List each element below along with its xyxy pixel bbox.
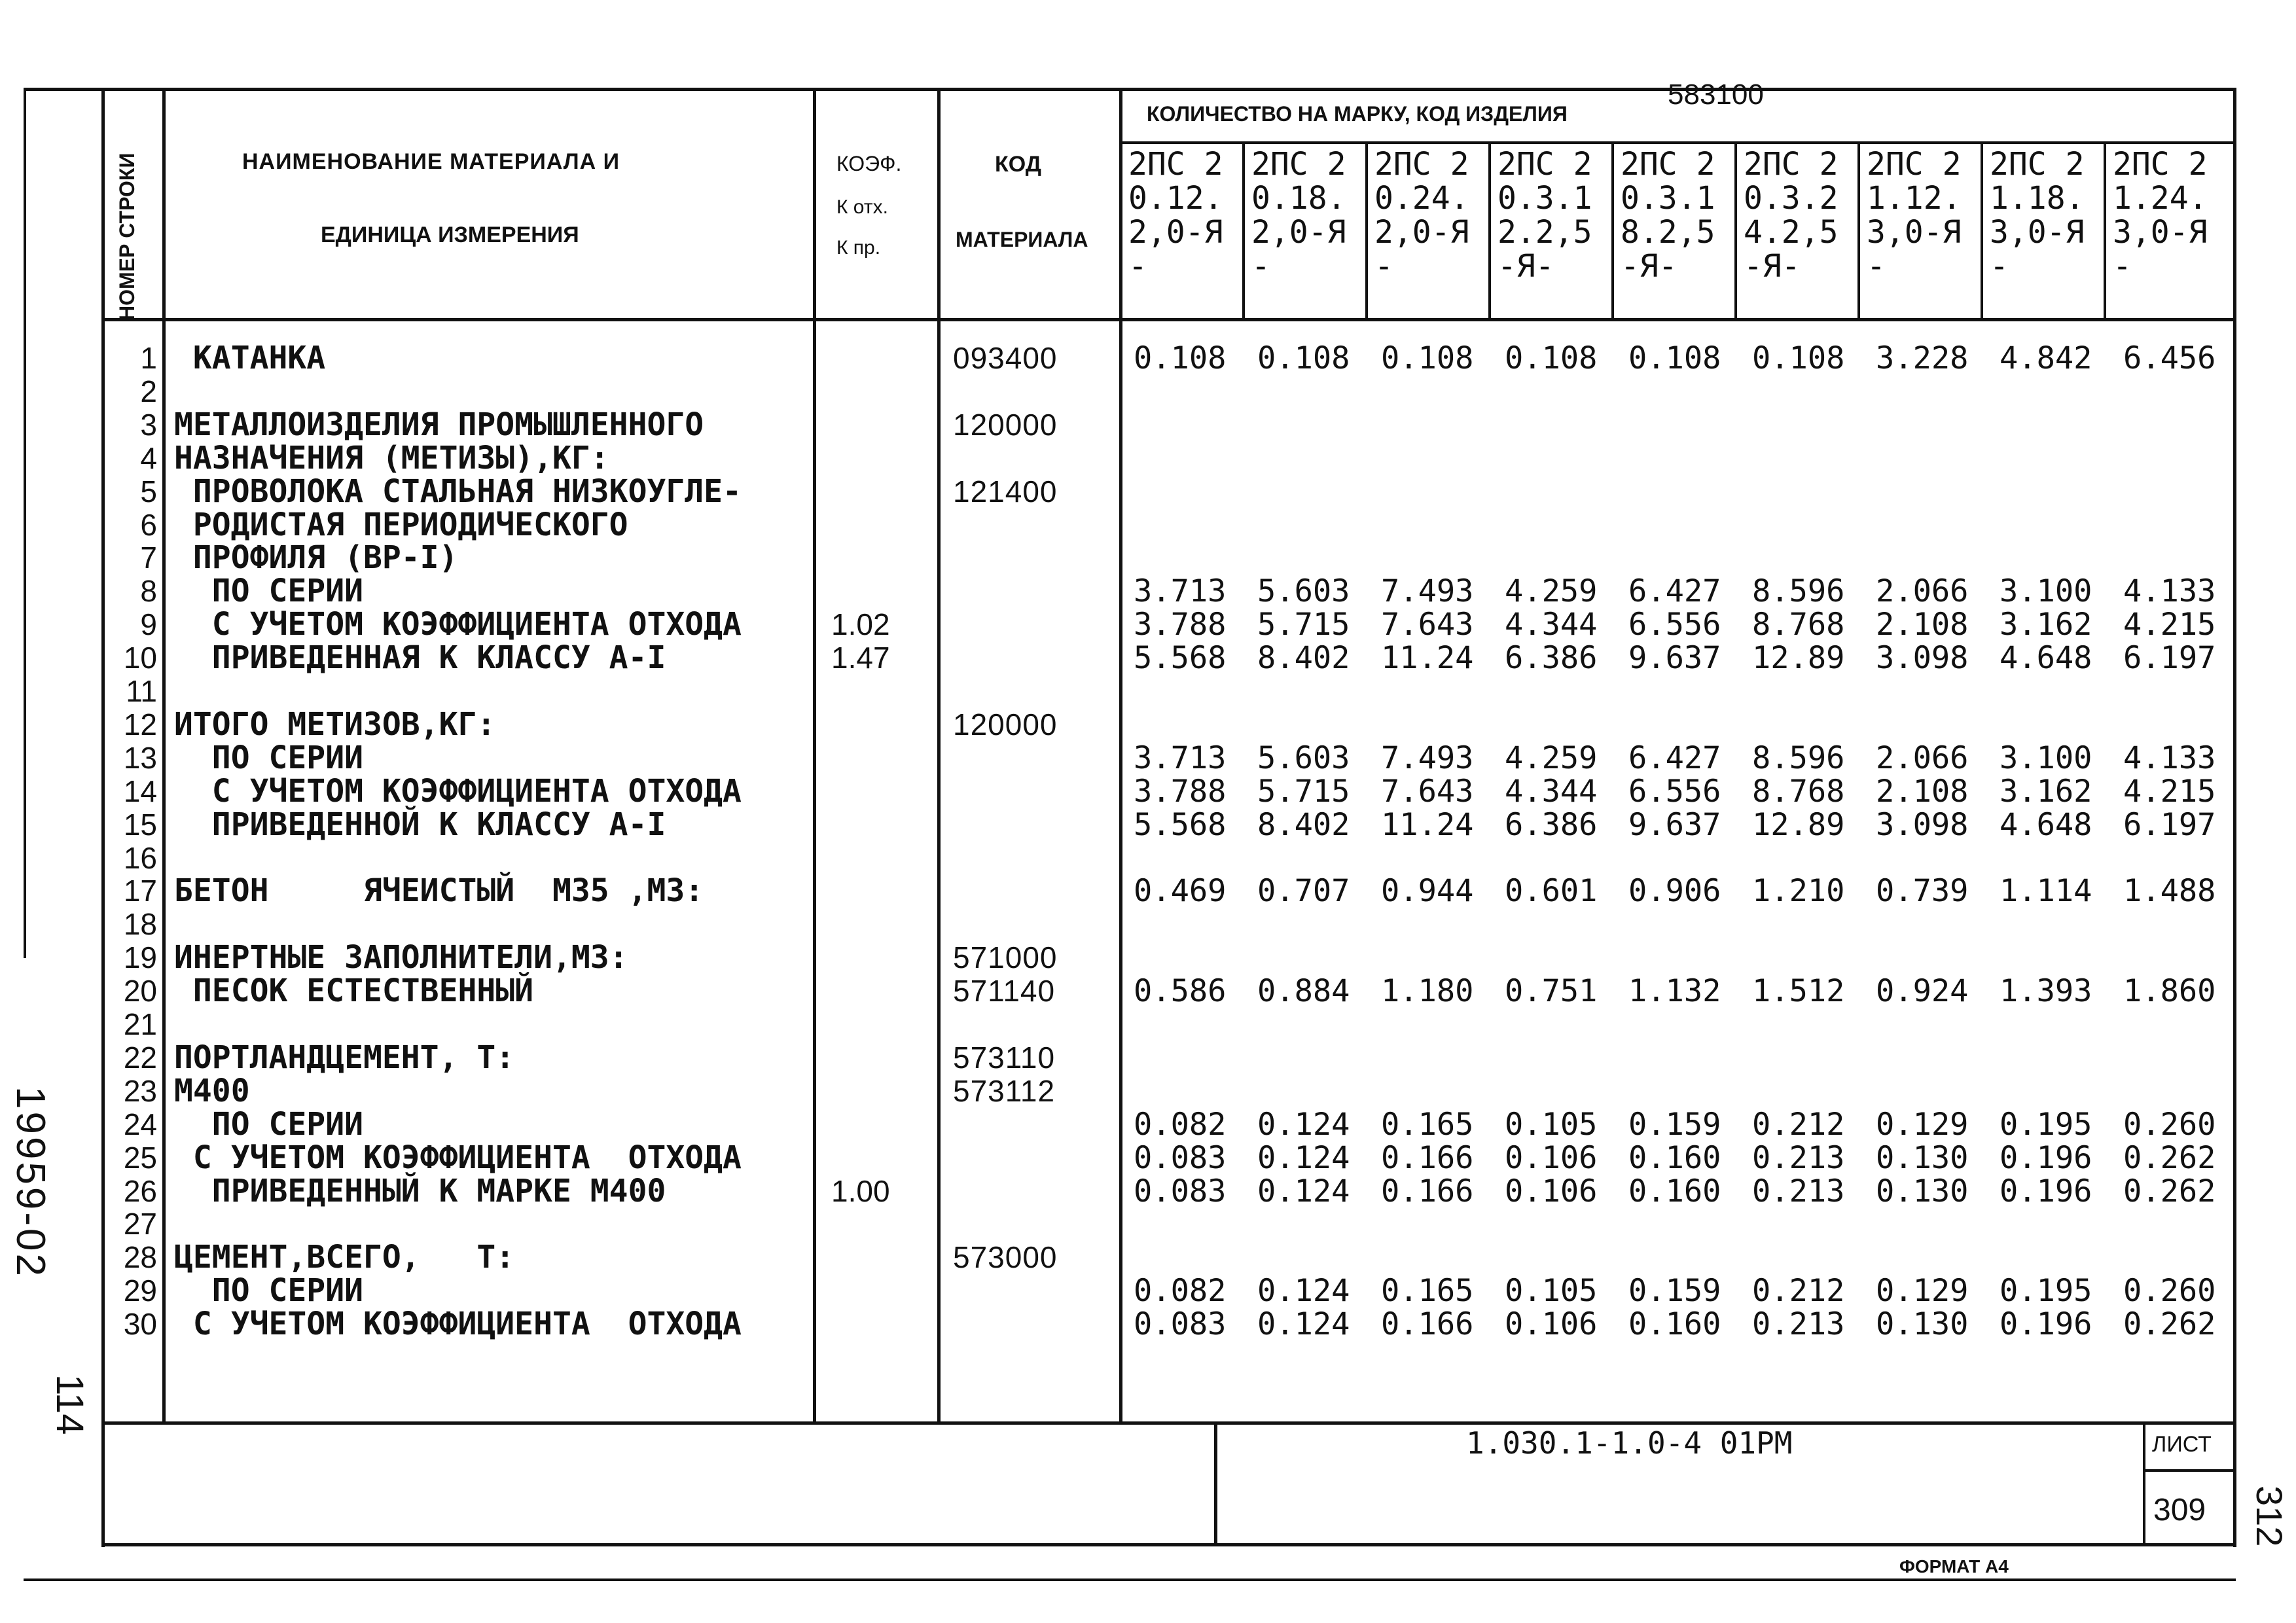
quantity-cell: 4.133 bbox=[2123, 740, 2216, 776]
quantity-cell: 0.083 bbox=[1134, 1140, 1227, 1176]
material-name: НАЗНАЧЕНИЯ (МЕТИЗЫ),КГ: bbox=[174, 440, 609, 476]
product-column-header-line: 2ПС 2 bbox=[1867, 146, 1962, 183]
product-column-header-line: - bbox=[1251, 248, 1270, 285]
material-name: ПРОВОЛОКА СТАЛЬНАЯ НИЗКОУГЛЕ- bbox=[174, 473, 742, 510]
product-column-header-line: -Я- bbox=[1498, 248, 1554, 285]
material-name: ПО СЕРИИ bbox=[174, 573, 363, 609]
material-name: ПРИВЕДЕННАЯ К КЛАССУ А-I bbox=[174, 639, 666, 676]
quantity-cell: 3.098 bbox=[1876, 807, 1969, 843]
quantity-cell: 6.427 bbox=[1628, 573, 1721, 609]
quantity-cell: 5.603 bbox=[1257, 573, 1350, 609]
sheet-number: 309 bbox=[2153, 1493, 2206, 1527]
material-code: 120000 bbox=[953, 408, 1058, 442]
col-divider-code bbox=[1119, 88, 1122, 1423]
quantity-cell: 3.228 bbox=[1876, 340, 1969, 376]
product-column-header-line: 0.3.1 bbox=[1498, 180, 1592, 217]
quantity-cell: 0.124 bbox=[1257, 1273, 1350, 1309]
material-code: 571000 bbox=[953, 940, 1058, 974]
quantity-cell: 6.197 bbox=[2123, 807, 2216, 843]
product-code: 583100 bbox=[1668, 79, 1764, 111]
doc-number-vertical: 19959-02 bbox=[8, 1086, 53, 1279]
quantity-cell: 4.259 bbox=[1505, 573, 1598, 609]
quantity-cell: 2.066 bbox=[1876, 573, 1969, 609]
quantity-cell: 4.648 bbox=[2000, 640, 2092, 676]
quantity-cell: 8.596 bbox=[1752, 740, 1845, 776]
quantity-cell: 5.715 bbox=[1257, 607, 1350, 643]
row-number: 14 bbox=[123, 774, 157, 808]
quantity-cell: 0.130 bbox=[1876, 1140, 1969, 1176]
row-number: 29 bbox=[123, 1274, 157, 1308]
name-header-line1: НАИМЕНОВАНИЕ МАТЕРИАЛА И bbox=[242, 149, 620, 174]
product-column-header-line: 0.3.2 bbox=[1744, 180, 1839, 217]
quantity-cell: 8.402 bbox=[1257, 640, 1350, 676]
product-column-header-line: 2,0-Я bbox=[1374, 214, 1469, 251]
quantity-values bbox=[1134, 608, 2247, 641]
quantity-cell: 0.160 bbox=[1628, 1140, 1721, 1176]
material-name: ПЕСОК ЕСТЕСТВЕННЫЙ bbox=[174, 972, 534, 1009]
quantity-cell: 0.108 bbox=[1505, 340, 1598, 376]
quantity-cell: 9.637 bbox=[1628, 807, 1721, 843]
table-bottom-line bbox=[101, 1421, 2236, 1425]
quantity-cell: 0.195 bbox=[2000, 1273, 2092, 1309]
quantity-cell: 2.066 bbox=[1876, 740, 1969, 776]
col-divider-name bbox=[813, 88, 816, 1423]
material-name: ПО СЕРИИ bbox=[174, 1272, 363, 1309]
quantity-cell: 4.133 bbox=[2123, 573, 2216, 609]
quantity-cell: 4.215 bbox=[2123, 774, 2216, 810]
product-column-header-line: 2ПС 2 bbox=[1990, 146, 2085, 183]
quantity-cell: 0.196 bbox=[2000, 1306, 2092, 1342]
quantity-cell: 3.100 bbox=[2000, 573, 2092, 609]
row-number: 15 bbox=[123, 808, 157, 842]
quantity-cell: 8.596 bbox=[1752, 573, 1845, 609]
quantity-cell: 11.24 bbox=[1381, 807, 1474, 843]
name-header-line2: ЕДИНИЦА ИЗМЕРЕНИЯ bbox=[321, 223, 579, 247]
col-divider-rownum bbox=[162, 88, 166, 1423]
product-column-header-line: 2,0-Я bbox=[1251, 214, 1346, 251]
quantity-cell: 1.210 bbox=[1752, 873, 1845, 909]
quantity-cell: 6.556 bbox=[1628, 774, 1721, 810]
quantity-cell: 0.166 bbox=[1381, 1140, 1474, 1176]
code-header-1: КОД bbox=[995, 152, 1041, 177]
quantity-cell: 0.160 bbox=[1628, 1173, 1721, 1209]
quantity-cell: 0.129 bbox=[1876, 1107, 1969, 1143]
quantity-cell: 0.105 bbox=[1505, 1107, 1598, 1143]
quantity-cell: 0.108 bbox=[1381, 340, 1474, 376]
quantity-cell: 0.262 bbox=[2123, 1173, 2216, 1209]
row-number: 7 bbox=[140, 541, 157, 575]
row-number: 8 bbox=[140, 574, 157, 608]
material-name: С УЧЕТОМ КОЭФФИЦИЕНТА ОТХОДА bbox=[174, 1139, 742, 1176]
material-name: ПОРТЛАНДЦЕМЕНТ, Т: bbox=[174, 1039, 515, 1076]
quantity-cell: 1.132 bbox=[1628, 973, 1721, 1009]
quantity-cell: 0.166 bbox=[1381, 1173, 1474, 1209]
quantity-cell: 6.427 bbox=[1628, 740, 1721, 776]
small-page-vertical: 114 bbox=[48, 1374, 91, 1435]
row-number: 25 bbox=[123, 1141, 157, 1175]
quantity-cell: 0.739 bbox=[1876, 873, 1969, 909]
quantity-values bbox=[1134, 342, 2247, 375]
quantity-cell: 0.160 bbox=[1628, 1306, 1721, 1342]
document-designation: 1.030.1-1.0-4 01РМ bbox=[1466, 1425, 1793, 1461]
material-name: ПО СЕРИИ bbox=[174, 1106, 363, 1143]
product-column-header-line: 3,0-Я bbox=[1867, 214, 1962, 251]
product-column-header-line: 2ПС 2 bbox=[1374, 146, 1469, 183]
row-number: 18 bbox=[123, 907, 157, 941]
coef-header-3: К пр. bbox=[836, 237, 881, 259]
quantity-values bbox=[1134, 775, 2247, 808]
product-column-header-line: 2ПС 2 bbox=[2113, 146, 2208, 183]
material-code: 573000 bbox=[953, 1240, 1058, 1274]
product-column-header-line: 3,0-Я bbox=[1990, 214, 2085, 251]
row-number: 13 bbox=[123, 741, 157, 775]
row-number: 20 bbox=[123, 974, 157, 1008]
material-name: БЕТОН ЯЧЕИСТЫЙ М35 ,М3: bbox=[174, 872, 704, 909]
product-column-header bbox=[2113, 147, 2232, 324]
product-column-header-line: 2.2,5 bbox=[1498, 214, 1592, 251]
quantity-cell: 4.344 bbox=[1505, 774, 1598, 810]
material-name: ИНЕРТНЫЕ ЗАПОЛНИТЕЛИ,М3: bbox=[174, 939, 628, 976]
product-column-header-line: 1.24. bbox=[2113, 180, 2208, 217]
quantity-cell: 6.556 bbox=[1628, 607, 1721, 643]
quantity-cell: 5.568 bbox=[1134, 640, 1227, 676]
product-column-header-line: 2,0-Я bbox=[1128, 214, 1223, 251]
quantity-cell: 0.108 bbox=[1752, 340, 1845, 376]
quantity-cell: 3.162 bbox=[2000, 774, 2092, 810]
quantity-cell: 0.124 bbox=[1257, 1107, 1350, 1143]
left-margin-line bbox=[24, 88, 26, 958]
coef-header-2: К отх. bbox=[836, 196, 888, 218]
quantity-cell: 12.89 bbox=[1752, 807, 1845, 843]
row-number-header: НОМЕР СТРОКИ bbox=[115, 152, 139, 321]
quantity-cell: 0.906 bbox=[1628, 873, 1721, 909]
quantity-values bbox=[1134, 1108, 2247, 1141]
material-name: С УЧЕТОМ КОЭФФИЦИЕНТА ОТХОДА bbox=[174, 606, 742, 643]
material-name: С УЧЕТОМ КОЭФФИЦИЕНТА ОТХОДА bbox=[174, 1306, 742, 1342]
quantity-cell: 0.108 bbox=[1134, 340, 1227, 376]
product-column-header-line: 1.18. bbox=[1990, 180, 2085, 217]
product-column-header-line: - bbox=[2113, 248, 2132, 285]
material-name: ИТОГО МЕТИЗОВ,КГ: bbox=[174, 706, 496, 743]
quantity-cell: 7.643 bbox=[1381, 774, 1474, 810]
row-number: 23 bbox=[123, 1074, 157, 1108]
product-column-header bbox=[1744, 147, 1863, 324]
material-name: С УЧЕТОМ КОЭФФИЦИЕНТА ОТХОДА bbox=[174, 773, 742, 810]
quantity-cell: 0.260 bbox=[2123, 1273, 2216, 1309]
quantity-cell: 0.166 bbox=[1381, 1306, 1474, 1342]
sheet-label: ЛИСТ bbox=[2152, 1432, 2212, 1457]
quantity-cell: 5.715 bbox=[1257, 774, 1350, 810]
quantity-cell: 0.196 bbox=[2000, 1140, 2092, 1176]
coefficient: 1.00 bbox=[831, 1174, 890, 1208]
row-number: 1 bbox=[140, 341, 157, 375]
quantity-cell: 3.713 bbox=[1134, 573, 1227, 609]
quantity-values bbox=[1134, 1141, 2247, 1175]
row-number: 26 bbox=[123, 1174, 157, 1208]
material-name: ПО СЕРИИ bbox=[174, 740, 363, 776]
quantity-cell: 0.212 bbox=[1752, 1107, 1845, 1143]
quantity-cell: 0.213 bbox=[1752, 1140, 1845, 1176]
quantity-cell: 8.402 bbox=[1257, 807, 1350, 843]
quantity-cell: 1.393 bbox=[2000, 973, 2092, 1009]
quantity-cell: 0.195 bbox=[2000, 1107, 2092, 1143]
code-header-2: МАТЕРИАЛА bbox=[956, 228, 1088, 251]
quantity-cell: 2.108 bbox=[1876, 607, 1969, 643]
quantity-values bbox=[1134, 575, 2247, 608]
quantity-cell: 6.386 bbox=[1505, 807, 1598, 843]
quantity-cell: 1.860 bbox=[2123, 973, 2216, 1009]
quantity-cell: 0.083 bbox=[1134, 1306, 1227, 1342]
quantity-cell: 0.083 bbox=[1134, 1173, 1227, 1209]
row-number: 19 bbox=[123, 940, 157, 974]
quantity-values bbox=[1134, 808, 2247, 842]
material-code: 571140 bbox=[953, 974, 1056, 1008]
quantity-cell: 0.213 bbox=[1752, 1306, 1845, 1342]
quantity-cell: 0.124 bbox=[1257, 1173, 1350, 1209]
quantity-cell: 3.713 bbox=[1134, 740, 1227, 776]
row-number: 6 bbox=[140, 508, 157, 542]
row-number: 12 bbox=[123, 707, 157, 741]
row-number: 4 bbox=[140, 441, 157, 475]
coefficient: 1.02 bbox=[831, 607, 890, 641]
format-label: ФОРМАТ А4 bbox=[1899, 1556, 2009, 1577]
quantity-cell: 6.456 bbox=[2123, 340, 2216, 376]
material-code: 573110 bbox=[953, 1041, 1056, 1075]
quantity-cell: 0.262 bbox=[2123, 1306, 2216, 1342]
quantity-cell: 6.197 bbox=[2123, 640, 2216, 676]
quantity-cell: 2.108 bbox=[1876, 774, 1969, 810]
quantity-cell: 3.162 bbox=[2000, 607, 2092, 643]
top-border bbox=[24, 88, 2236, 91]
product-column-header-line: 4.2,5 bbox=[1744, 214, 1839, 251]
quantity-cell: 1.488 bbox=[2123, 873, 2216, 909]
product-column-header-line: 2ПС 2 bbox=[1498, 146, 1592, 183]
quantity-cell: 3.788 bbox=[1134, 607, 1227, 643]
material-name: КАТАНКА bbox=[174, 340, 326, 376]
material-name: ПРИВЕДЕННЫЙ К МАРКЕ М400 bbox=[174, 1173, 666, 1209]
quantity-cell: 0.108 bbox=[1628, 340, 1721, 376]
product-column-header-line: - bbox=[1374, 248, 1393, 285]
product-column-header-line: -Я- bbox=[1744, 248, 1801, 285]
product-column-header-line: 0.3.1 bbox=[1621, 180, 1715, 217]
coef-header-1: КОЭФ. bbox=[836, 152, 902, 175]
quantity-cell: 12.89 bbox=[1752, 640, 1845, 676]
quantity-cell: 3.098 bbox=[1876, 640, 1969, 676]
quantity-cell: 0.469 bbox=[1134, 873, 1227, 909]
quantity-cell: 0.159 bbox=[1628, 1107, 1721, 1143]
quantity-cell: 0.924 bbox=[1876, 973, 1969, 1009]
quantity-cell: 0.124 bbox=[1257, 1140, 1350, 1176]
quantity-values bbox=[1134, 1308, 2247, 1341]
quantity-values bbox=[1134, 974, 2247, 1008]
product-column-header bbox=[1498, 147, 1617, 324]
page-bottom-line bbox=[24, 1578, 2236, 1581]
product-column-header-line: - bbox=[1128, 248, 1147, 285]
stamp-bottom-line bbox=[101, 1543, 2236, 1546]
product-column-header-line: 0.24. bbox=[1374, 180, 1469, 217]
quantity-cell: 0.196 bbox=[2000, 1173, 2092, 1209]
quantity-cell: 0.213 bbox=[1752, 1173, 1845, 1209]
quantity-cell: 0.082 bbox=[1134, 1107, 1227, 1143]
row-number: 30 bbox=[123, 1307, 157, 1341]
quantity-cell: 4.215 bbox=[2123, 607, 2216, 643]
product-column-header-line: 0.12. bbox=[1128, 180, 1223, 217]
product-column-header-line: 1.12. bbox=[1867, 180, 1962, 217]
product-column-header-line: 2ПС 2 bbox=[1251, 146, 1346, 183]
row-number: 11 bbox=[126, 674, 157, 708]
product-column-header-line: - bbox=[1990, 248, 2009, 285]
row-number: 21 bbox=[123, 1007, 157, 1041]
sheet-box-left bbox=[2143, 1421, 2145, 1546]
product-column-header-line: 2ПС 2 bbox=[1744, 146, 1839, 183]
quantity-cell: 3.100 bbox=[2000, 740, 2092, 776]
right-page-vertical: 312 bbox=[2249, 1486, 2290, 1547]
product-column-header-line: 2ПС 2 bbox=[1128, 146, 1223, 183]
quantity-cell: 4.259 bbox=[1505, 740, 1598, 776]
row-number: 24 bbox=[123, 1107, 157, 1141]
quantity-cell: 0.130 bbox=[1876, 1306, 1969, 1342]
row-number: 2 bbox=[140, 374, 157, 408]
row-number: 16 bbox=[123, 841, 157, 875]
qty-header-line bbox=[1119, 141, 2236, 144]
product-column-header-line: 8.2,5 bbox=[1621, 214, 1715, 251]
product-column-header bbox=[1990, 147, 2109, 324]
quantity-cell: 0.944 bbox=[1381, 873, 1474, 909]
product-column-header bbox=[1867, 147, 1986, 324]
material-name: ПРИВЕДЕННОЙ К КЛАССУ А-I bbox=[174, 806, 666, 843]
quantity-cell: 0.262 bbox=[2123, 1140, 2216, 1176]
product-column-header bbox=[1251, 147, 1371, 324]
row-number: 27 bbox=[123, 1207, 157, 1241]
quantity-cell: 0.106 bbox=[1505, 1140, 1598, 1176]
quantity-cell: 0.082 bbox=[1134, 1273, 1227, 1309]
quantity-values bbox=[1134, 641, 2247, 675]
quantity-cell: 1.180 bbox=[1381, 973, 1474, 1009]
material-code: 093400 bbox=[953, 341, 1058, 375]
product-column-header-line: - bbox=[1867, 248, 1886, 285]
material-name: МЕТАЛЛОИЗДЕЛИЯ ПРОМЫШЛЕННОГО bbox=[174, 406, 704, 443]
row-number: 22 bbox=[123, 1041, 157, 1075]
quantity-cell: 6.386 bbox=[1505, 640, 1598, 676]
quantity-cell: 5.603 bbox=[1257, 740, 1350, 776]
quantity-cell: 8.768 bbox=[1752, 774, 1845, 810]
quantity-cell: 0.212 bbox=[1752, 1273, 1845, 1309]
row-number: 10 bbox=[123, 641, 157, 675]
material-name: РОДИСТАЯ ПЕРИОДИЧЕСКОГО bbox=[174, 507, 628, 543]
quantity-cell: 7.493 bbox=[1381, 740, 1474, 776]
quantity-cell: 0.165 bbox=[1381, 1273, 1474, 1309]
quantity-cell: 4.344 bbox=[1505, 607, 1598, 643]
quantity-cell: 4.842 bbox=[2000, 340, 2092, 376]
product-column-header-line: 2ПС 2 bbox=[1621, 146, 1715, 183]
row-number: 3 bbox=[140, 408, 157, 442]
material-name: ПРОФИЛЯ (ВР-I) bbox=[174, 539, 458, 576]
product-column-header-line: 3,0-Я bbox=[2113, 214, 2208, 251]
quantity-cell: 3.788 bbox=[1134, 774, 1227, 810]
quantity-cell: 0.601 bbox=[1505, 873, 1598, 909]
quantity-cell: 0.884 bbox=[1257, 973, 1350, 1009]
quantity-cell: 11.24 bbox=[1381, 640, 1474, 676]
stamp-divider bbox=[1214, 1421, 1217, 1546]
quantity-cell: 0.106 bbox=[1505, 1173, 1598, 1209]
quantity-cell: 0.129 bbox=[1876, 1273, 1969, 1309]
material-name: ЦЕМЕНТ,ВСЕГО, Т: bbox=[174, 1239, 515, 1275]
row-number: 9 bbox=[140, 607, 157, 641]
product-column-header bbox=[1128, 147, 1247, 324]
quantity-cell: 0.707 bbox=[1257, 873, 1350, 909]
coefficient: 1.47 bbox=[831, 641, 890, 675]
quantity-cell: 1.114 bbox=[2000, 873, 2092, 909]
quantity-cell: 8.768 bbox=[1752, 607, 1845, 643]
product-column-header-line: -Я- bbox=[1621, 248, 1677, 285]
quantity-cell: 7.493 bbox=[1381, 573, 1474, 609]
material-name: М400 bbox=[174, 1073, 250, 1109]
quantity-cell: 1.512 bbox=[1752, 973, 1845, 1009]
material-code: 573112 bbox=[953, 1074, 1056, 1108]
quantity-cell: 0.159 bbox=[1628, 1273, 1721, 1309]
row-number: 17 bbox=[123, 874, 157, 908]
quantity-values bbox=[1134, 874, 2247, 908]
product-column-header-line: 0.18. bbox=[1251, 180, 1346, 217]
quantity-cell: 0.105 bbox=[1505, 1273, 1598, 1309]
quantity-values bbox=[1134, 1175, 2247, 1208]
quantity-cell: 9.637 bbox=[1628, 640, 1721, 676]
quantity-cell: 0.108 bbox=[1257, 340, 1350, 376]
qty-header: КОЛИЧЕСТВО НА МАРКУ, КОД ИЗДЕЛИЯ bbox=[1147, 102, 1568, 126]
product-column-header bbox=[1621, 147, 1740, 324]
col-divider-coef bbox=[937, 88, 941, 1423]
quantity-cell: 4.648 bbox=[2000, 807, 2092, 843]
quantity-cell: 0.124 bbox=[1257, 1306, 1350, 1342]
material-code: 120000 bbox=[953, 707, 1058, 741]
quantity-cell: 7.643 bbox=[1381, 607, 1474, 643]
row-number: 5 bbox=[140, 474, 157, 508]
row-number: 28 bbox=[123, 1240, 157, 1274]
quantity-cell: 0.130 bbox=[1876, 1173, 1969, 1209]
sheet-box-mid bbox=[2143, 1469, 2234, 1472]
quantity-cell: 5.568 bbox=[1134, 807, 1227, 843]
quantity-values bbox=[1134, 741, 2247, 775]
quantity-cell: 0.260 bbox=[2123, 1107, 2216, 1143]
quantity-cell: 0.106 bbox=[1505, 1306, 1598, 1342]
quantity-cell: 0.165 bbox=[1381, 1107, 1474, 1143]
quantity-values bbox=[1134, 1274, 2247, 1308]
material-code: 121400 bbox=[953, 474, 1058, 508]
quantity-cell: 0.751 bbox=[1505, 973, 1598, 1009]
product-column-header bbox=[1374, 147, 1494, 324]
quantity-cell: 0.586 bbox=[1134, 973, 1227, 1009]
